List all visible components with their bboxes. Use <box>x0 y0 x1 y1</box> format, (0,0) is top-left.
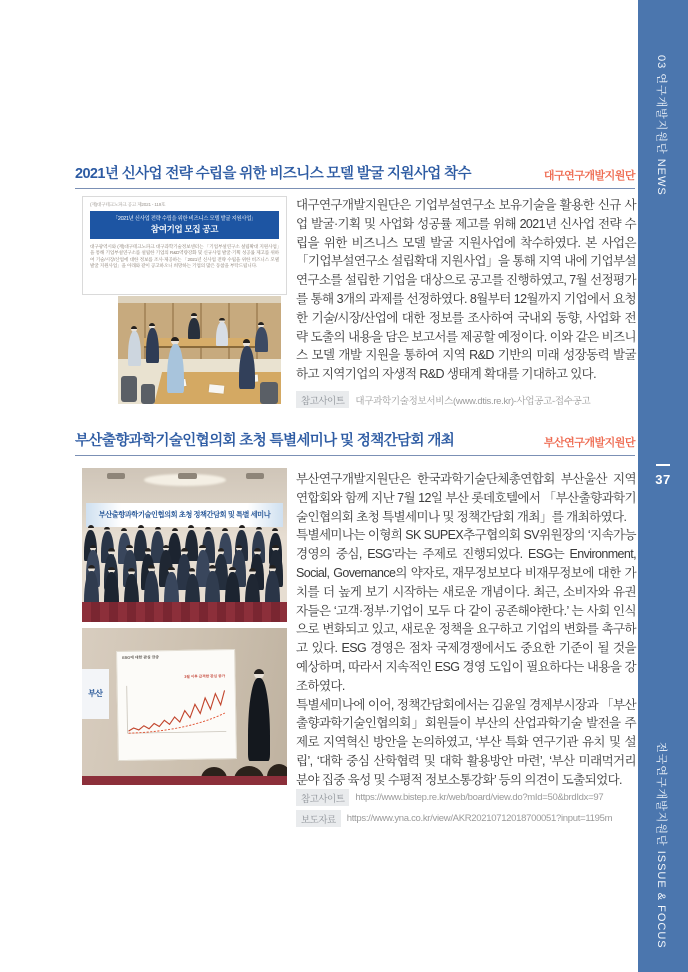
person-figure <box>188 313 200 339</box>
paper-sheet <box>209 384 225 394</box>
person-figure <box>255 322 268 352</box>
announcement-number: (재)대구테크노파크 공고 제2021 - 119호 <box>90 202 166 207</box>
page-number-rule <box>656 464 670 466</box>
crowd <box>82 468 287 622</box>
article-2-paragraph: 부산연구개발지원단은 한국과학기술단체총연합회 부산울산 지역연합회와 함께 지난 7월 12일 부산 롯데호텔에서 「부산출향과학기술인협의회 초청 특별세미나 및 정책간담회 개최」를 개최하였다. <box>296 472 636 524</box>
article-1-title: 2021년 신사업 전략 수립을 위한 비즈니스 모델 발굴 지원사업 착수 <box>75 166 471 182</box>
slide-annotation: 3월 이후 급격한 관심 증가 <box>184 673 225 679</box>
announcement-banner-title: 「2021년 신사업 전략 수립을 위한 비즈니스 모델 발굴 지원사업」 <box>112 216 257 222</box>
article-2-title: 부산출향과학기술인협의회 초청 특별세미나 및 정책간담회 개최 <box>75 433 455 449</box>
presentation-photo <box>82 628 287 785</box>
speaker <box>82 628 287 785</box>
person-figure <box>167 337 184 393</box>
article-1-org: 대구연구개발지원단 <box>543 170 635 182</box>
article-2-org: 부산연구개발지원단 <box>543 437 635 449</box>
article-1-body <box>296 196 636 384</box>
reference-badge: 참고사이트 <box>296 391 349 408</box>
person-figure <box>239 339 255 389</box>
chair <box>260 382 278 404</box>
carpet-stripe <box>82 776 287 785</box>
meeting-photo <box>118 296 281 404</box>
red-carpet <box>82 602 287 622</box>
chair <box>121 376 137 402</box>
article-2-body <box>296 470 636 790</box>
reference-link-text: https://www.bistep.re.kr/web/board/view.do?mId=50&brdIdx=97 <box>355 792 604 803</box>
article-1-reference <box>296 391 590 408</box>
slide-title: ESG에 대한 관심 급증 <box>121 655 159 660</box>
person-figure <box>128 326 141 366</box>
reference-badge: 참고사이트 <box>296 789 349 806</box>
article-2-reference-2 <box>296 810 612 827</box>
reference-link-text: https://www.yna.co.kr/view/AKR20210712018700051?input=1195m <box>346 813 613 824</box>
announcement-banner <box>90 211 279 239</box>
person-figure <box>248 669 270 761</box>
page-number-block <box>638 464 688 487</box>
person-figure <box>146 323 159 363</box>
announcement-document <box>82 196 287 295</box>
person-figure <box>216 318 228 346</box>
sidebar-publication-label: 전국연구개발지원단 ISSUE & FOCUS <box>655 742 667 949</box>
article-2-header <box>75 429 635 456</box>
article-2-paragraph: 특별세미나는 이형희 SK SUPEX추구협의회 SV위원장의 ‘지속가능경영의 중심, ESG’라는 주제로 진행되었다. ESG는 Environment, Social, Governance의 약자로, 재무정보보다 비재무정보에 대한 가치를 더 높게 보기 시작하는 새로운 개념이다. 최근, 소비자와 유권자들은 ‘고객·정부·기업이 모두 다 같이 공존해야한다.’ 는 사회 인식으로 변화되고 있고, 새로운 정책을 요구하고 기업의 변화를 촉구하고 있다. ESG 경영은 점차 국제경쟁에서도 중요한 기준이 될 것을 예상하며, 따라서 지속적인 ESG 경영 도입이 필요하다는 내용을 강조하였다. <box>296 528 636 693</box>
reference-link-text: 대구과학기술정보서비스(www.dtis.re.kr)-사업공고-접수공고 <box>355 395 591 407</box>
article-2-paragraph: 특별세미나에 이어, 정책간담회에서는 김윤일 경제부시장과 「부산출향과학기술인협의회」회원들이 부산의 산업과학기술 발전을 주제로 지역혁신 방안을 논의하였고, ‘부산 특화 연구기관 유치 및 설립’, ‘대학 중심 산학협력 및 대학 활용방안 마련’, ‘부산 미래먹거리 분야 집중 육성 및 수평적 정보소통강화’ 등의 의견이 도출되었다. <box>296 697 636 787</box>
event-banner: 부산출향과학기술인협의회 초청 정책간담회 및 특별 세미나 <box>86 503 283 526</box>
group-photo <box>82 468 287 622</box>
article-1-paragraph: 대구연구개발지원단은 기업부설연구소 보유기술을 활용한 신규 사업 발굴·기획 및 사업화 성공률 제고를 위해 2021년 신사업 전략 수립을 위한 비즈니스 모델 발굴 지원사업에 착수하였다. 본 사업은 「기업부설연구소 설립확대 지원사업」을 통해 지역 내에 기업부설연구소를 설립한 기업을 대상으로 공고를 진행하였고, 7월 선정평가를 통해 3개의 과제를 선정하였다. 8월부터 12월까지 기업에서 요청한 기술/시장/산업에 대한 정보를 조사하여 국내외 동향, 사업화 전략 도출의 내용을 담은 보고서를 제공할 예정이다. 이와 같은 비즈니스 모델 개발 지원을 통하여 지역 R&D 기반의 미래 성장동력 발굴하고 지역기업의 자생적 R&D 생태계 확대를 기대하고 있다. <box>296 198 636 382</box>
article-2-reference-1 <box>296 789 603 806</box>
ceiling <box>118 296 281 303</box>
sidebar-strip <box>638 0 688 972</box>
sidebar-section-label: 03 연구개발지원단 NEWS <box>655 55 667 196</box>
chair <box>141 384 155 404</box>
announcement-body-text: 대구광역시와 (재)대구테크노파크 대구과학기술정보센터는 「기업부설연구소 설립확대 지원사업」을 통해 기업부설연구소를 설립한 기업의 R&D역량강화 및 신규사업 발굴·기획 성공률 제고를 위하여 기술/시장/산업에 대한 정보를 조사·제공하는 「2021년 신사업 전략 수립을 위한 비즈니스 모델 발굴 지원사업」을 아래와 같이 공고하오니 희망하는 기업의 많은 동참을 부탁드립니다. <box>90 244 279 269</box>
banner-fragment: 부산 <box>82 669 109 719</box>
article-1-header <box>75 162 635 189</box>
page-number: 37 <box>655 472 671 487</box>
announcement-banner-subtitle: 참여기업 모집 공고 <box>150 224 219 234</box>
reference-badge: 보도자료 <box>296 810 341 827</box>
